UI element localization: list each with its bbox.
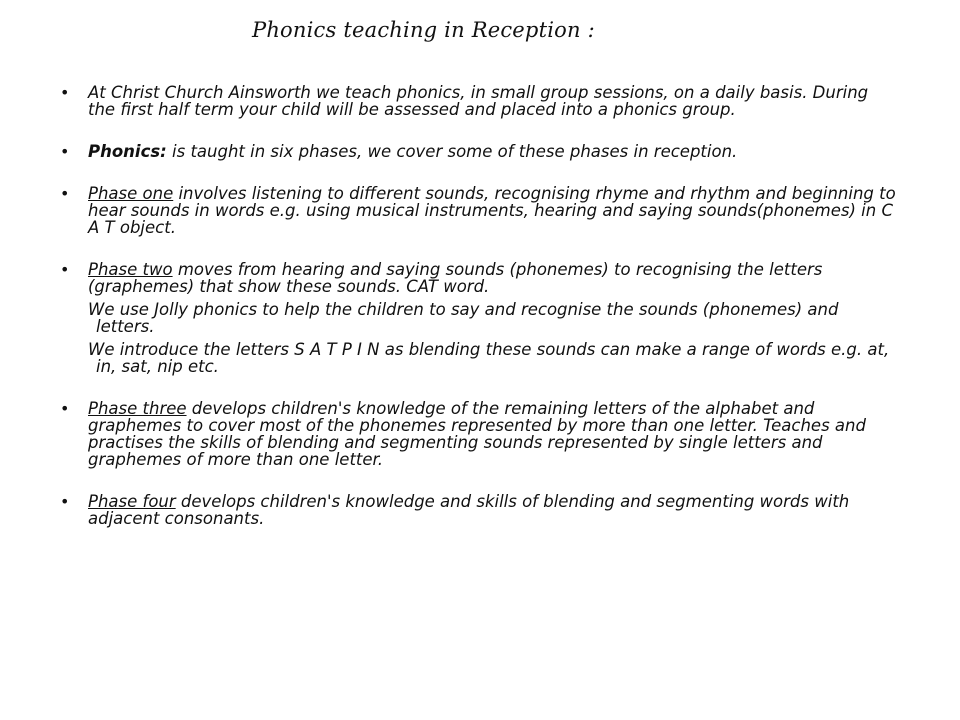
bullet-lead: Phase two (88, 260, 173, 279)
bullet-lead: Phase one (88, 184, 174, 203)
bullet-text: involves listening to different sounds, recognising rhyme and rhythm and beginning to hear sounds in words e.g. using musical instruments, hearing and saying sounds(phonemes) in C A T object. (88, 184, 896, 237)
bullet-phase-two (60, 261, 900, 375)
bullet-dot: • (60, 260, 70, 279)
bullet-text: moves from hearing and saying sounds (phonemes) to recognising the letters (graphemes) that show these sounds. CAT word. (88, 260, 823, 296)
bullet-phonics (60, 143, 900, 160)
bullet-phase-three (60, 400, 900, 468)
bullet-text: develops children's knowledge and skills of blending and segmenting words with adjacent consonants. (88, 492, 850, 528)
bullet-dot: • (60, 184, 70, 203)
bullet-text: develops children's knowledge of the remaining letters of the alphabet and graphemes to cover most of the phonemes represented by more than one letter. Teaches and practises the skills of blending and segmenting sounds represented by single letters and graphemes of more than one letter. (88, 399, 866, 469)
bullet-dot: • (60, 399, 70, 418)
bullet-lead: Phase four (88, 492, 176, 511)
bullet-phase-four (60, 493, 900, 527)
bullet-subtext: We introduce the letters S A T P I N as blending these sounds can make a range of words e.g. at, in, sat, nip etc. (88, 340, 890, 376)
bullet-text: is taught in six phases, we cover some of these phases in reception. (166, 142, 738, 161)
bullet-list (60, 84, 900, 552)
bullet-phase-one (60, 185, 900, 236)
bullet-intro (60, 84, 900, 118)
slide-title: Phonics teaching in Reception : (252, 18, 595, 42)
bullet-text: At Christ Church Ainsworth we teach phonics, in small group sessions, on a daily basis. During the first half term your child will be assessed and placed into a phonics group. (88, 83, 869, 119)
bullet-lead: Phonics: (88, 142, 167, 161)
bullet-lead: Phase three (88, 399, 187, 418)
bullet-subtext: We use Jolly phonics to help the children to say and recognise the sounds (phonemes) and letters. (88, 300, 839, 336)
bullet-dot: • (60, 142, 70, 161)
bullet-dot: • (60, 492, 70, 511)
bullet-dot: • (60, 83, 70, 102)
